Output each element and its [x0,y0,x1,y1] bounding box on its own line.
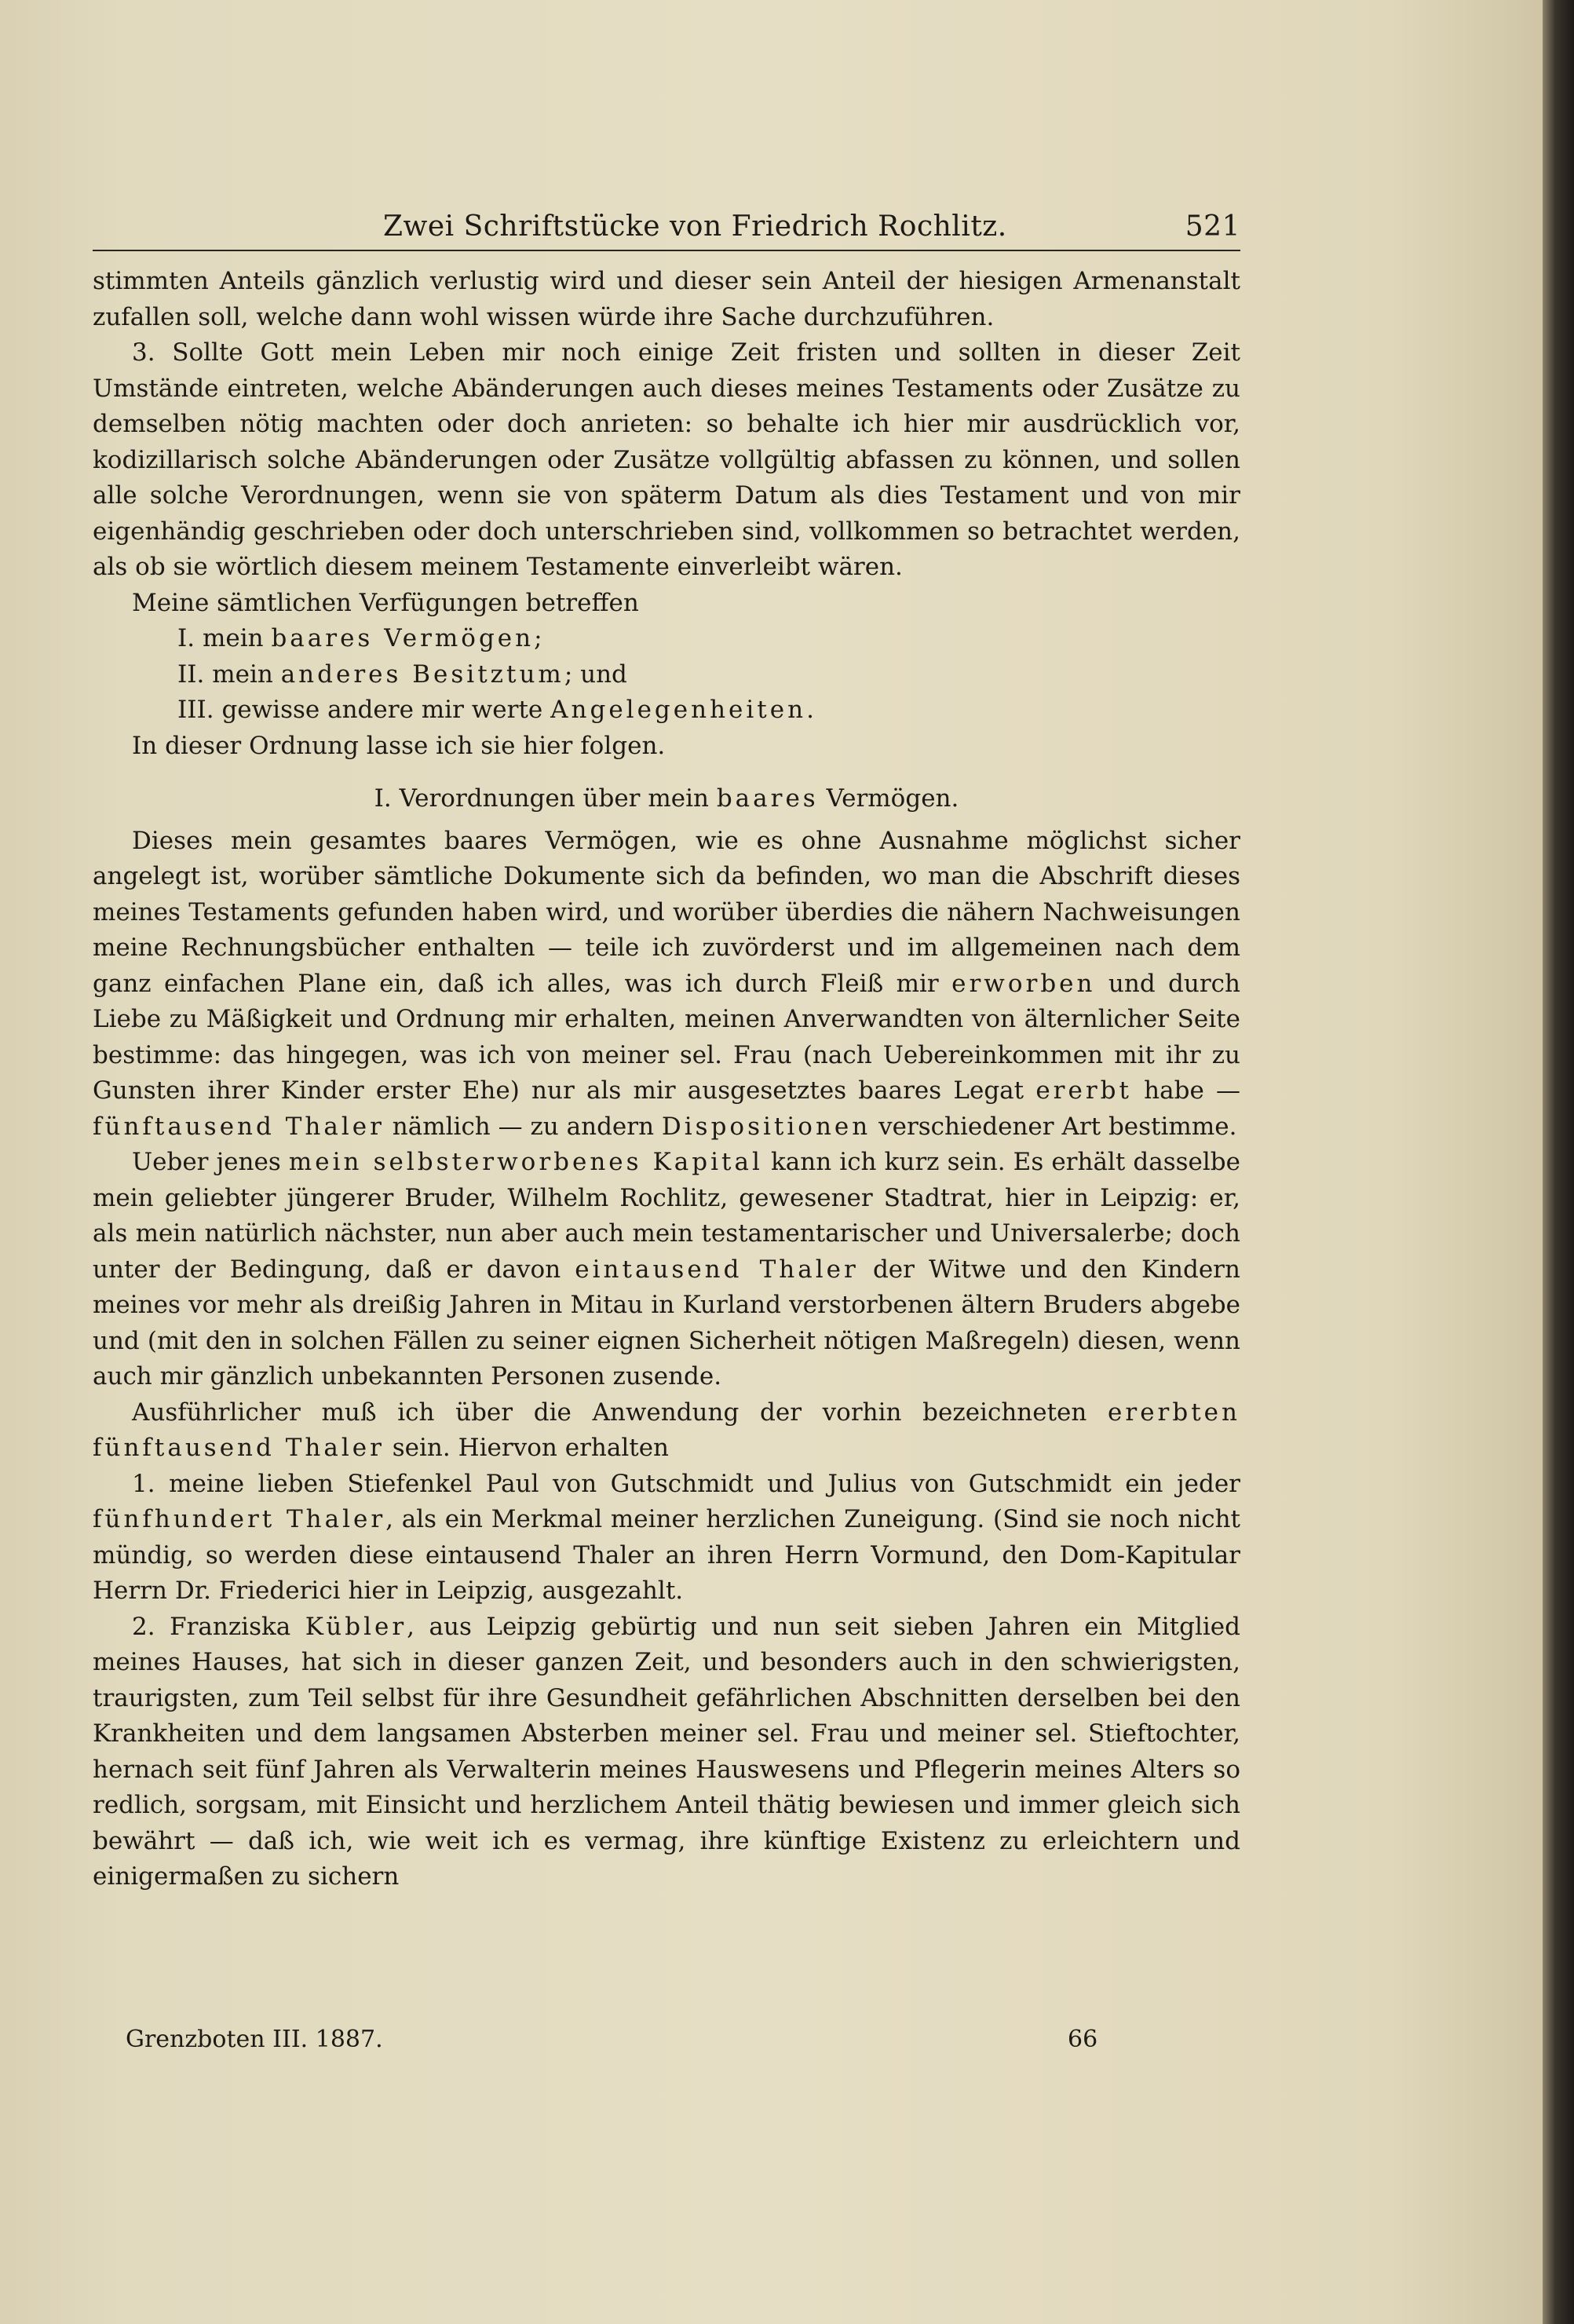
paragraph-3: Meine sämtlichen Verfügungen betreffen [132,588,639,617]
page-number: 521 [1185,210,1240,243]
paragraph-1: stimmten Anteils gänzlich verlustig wird und dieser sein Anteil der hiesigen Armenanstalt zufallen soll, welche dann wohl wissen würde ihre Sache durchzuführen. [93,267,1240,331]
page-footer [126,2026,1146,2057]
paragraph-9: 2. Franziska Kübler, aus Leipzig gebürtig und nun seit sieben Jahren ein Mitglied meines Hauses, hat sich in dieser ganzen Zeit, und besonders auch in den schwierigsten, traurigsten, zum Teil selbst für ihre Gesundheit gefährlichen Abschnitten derselben bei den Krankheiten und dem langsamen Absterben meiner sel. Frau und meiner sel. Stieftochter, hernach seit fünf Jahren als Verwalterin meines Hauswesens und Pflegerin meines Alters so redlich, sorgsam, mit Einsicht und herzlichem Anteil thätig bewiesen und immer gleich sich bewährt — daß ich, wie weit ich es vermag, ihre künftige Existenz zu erleichtern und einigermaßen zu sichern [93,1612,1240,1891]
paragraph-7: Ausführlicher muß ich über die Anwendung der vorhin bezeichneten ererbten fünftausend Thaler sein. Hiervon erhalten [93,1398,1240,1462]
running-header [93,203,1240,250]
disposition-list [93,621,1240,729]
journal-line: Grenzboten III. 1887. [126,2026,383,2053]
paragraph-6: Ueber jenes mein selbsterworbenes Kapital kann ich kurz sein. Es erhält dasselbe mein geliebter jüngerer Bruder, Wilhelm Rochlitz, gewesener Stadtrat, hier in Leipzig: er, als mein natürlich nächster, nun aber auch mein testamentarischer und Universalerbe; doch unter der Bedingung, daß er davon eintausend Thaler der Witwe und den Kindern meines vor mehr als dreißig Jahren in Mitau in Kurland verstorbenen ältern Bruders abgebe und (mit den in solchen Fällen zu seiner eignen Sicherheit nötigen Maßregeln) diesen, wenn auch mir gänzlich unbekannten Personen zusende. [93,1148,1240,1390]
running-title: Zwei Schriftstücke von Friedrich Rochlitz. [383,210,1007,243]
list-item: III. gewisse andere mir werte Angelegenheiten. [177,696,814,724]
body-text [93,264,1240,2019]
list-item: I. mein baares Vermögen; [177,624,542,652]
section-heading: I. Verordnungen über mein baares Vermögen. [374,784,959,813]
book-spine-edge [1543,0,1574,2324]
paragraph-4: In dieser Ordnung lasse ich sie hier folgen. [132,731,666,760]
signature-mark: 66 [1068,2026,1098,2053]
header-rule [93,250,1240,251]
paragraph-5: Dieses mein gesamtes baares Vermögen, wie es ohne Ausnahme möglichst sicher angelegt ist, worüber sämtliche Dokumente sich da befinden, wo man die Abschrift dieses meines Testaments gefunden haben wird, und worüber überdies die nähern Nachweisungen meine Rechnungsbücher enthalten — teile ich zuvörderst und im allgemeinen nach dem ganz einfachen Plane ein, daß ich alles, was ich durch Fleiß mir erworben und durch Liebe zu Mäßigkeit und Ordnung mir erhalten, meinen Anverwandten von älternlicher Seite bestimme: das hingegen, was ich von meiner sel. Frau (nach Uebereinkommen mit ihr zu Gunsten ihrer Kinder erster Ehe) nur als mir ausgesetztes baares Legat ererbt habe — fünftausend Thaler nämlich — zu andern Dispositionen verschiedener Art bestimme. [93,826,1240,1141]
list-item: II. mein anderes Besitztum; und [177,660,627,689]
paragraph-8: 1. meine lieben Stiefenkel Paul von Gutschmidt und Julius von Gutschmidt ein jeder fünfhundert Thaler, als ein Merkmal meiner herzlichen Zuneigung. (Sind sie noch nicht mündig, so werden diese eintausend Thaler an ihren Herrn Vormund, den Dom-Kapitular Herrn Dr. Friederici hier in Leipzig, ausgezahlt. [93,1469,1240,1605]
paragraph-2: 3. Sollte Gott mein Leben mir noch einige Zeit fristen und sollten in dieser Zeit Umstände eintreten, welche Abänderungen auch dieses meines Testaments oder Zusätze zu demselben nötig machten oder doch anrieten: so behalte ich hier mir ausdrücklich vor, kodizillarisch solche Abänderungen oder Zusätze vollgültig abfassen zu können, und sollen alle solche Verordnungen, wenn sie von späterm Datum als dies Testament und von mir eigenhändig geschrieben oder doch unterschrieben sind, vollkommen so betrachtet werden, als ob sie wörtlich diesem meinem Testamente einverleibt wären. [93,338,1240,581]
